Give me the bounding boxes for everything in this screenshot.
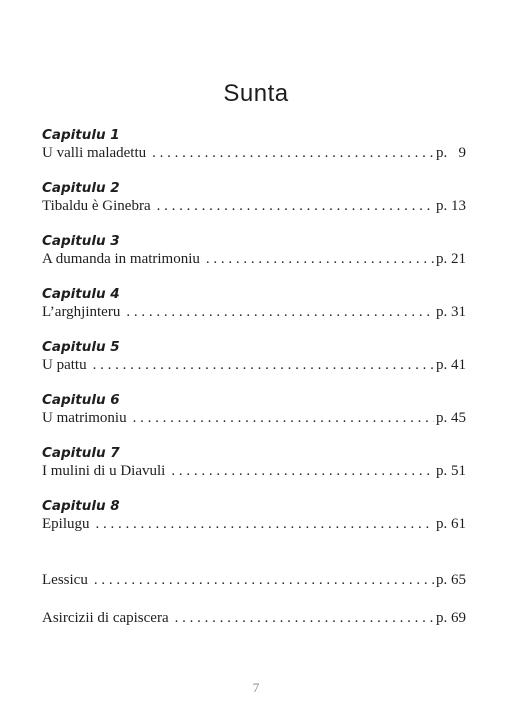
dot-leader bbox=[96, 515, 435, 534]
page-reference: p. 9 bbox=[436, 145, 466, 161]
chapter-label: Capitulu 3 bbox=[42, 233, 120, 249]
chapter-list bbox=[42, 126, 466, 550]
chapter-label: Capitulu 5 bbox=[42, 339, 120, 355]
chapter-label: Capitulu 7 bbox=[42, 445, 120, 461]
dot-leader bbox=[152, 144, 434, 163]
chapter-title-line bbox=[42, 515, 466, 534]
chapter-title: U matrimoniu bbox=[42, 410, 127, 426]
page-reference: p. 65 bbox=[436, 572, 466, 588]
dot-leader bbox=[206, 250, 434, 269]
dot-leader bbox=[171, 462, 434, 481]
chapter-title: Tibaldu è Ginebra bbox=[42, 198, 151, 214]
chapter-entry bbox=[42, 391, 466, 444]
page-reference: p. 51 bbox=[436, 463, 466, 479]
chapter-title-line bbox=[42, 144, 466, 163]
page-reference: p. 41 bbox=[436, 357, 466, 373]
page-reference: p. 21 bbox=[436, 251, 466, 267]
chapter-label: Capitulu 1 bbox=[42, 127, 120, 143]
chapter-title-line bbox=[42, 462, 466, 481]
chapter-entry bbox=[42, 497, 466, 550]
chapter-label: Capitulu 2 bbox=[42, 180, 120, 196]
chapter-title: U pattu bbox=[42, 357, 87, 373]
page-reference: p. 61 bbox=[436, 516, 466, 532]
chapter-title-line bbox=[42, 303, 466, 322]
chapter-title: Epilugu bbox=[42, 516, 90, 532]
chapter-title-line bbox=[42, 197, 466, 216]
chapter-entry bbox=[42, 444, 466, 497]
dot-leader bbox=[175, 609, 434, 628]
appendix-entry bbox=[42, 571, 466, 609]
dot-leader bbox=[126, 303, 434, 322]
appendix-title: Lessicu bbox=[42, 572, 88, 588]
chapter-title-line bbox=[42, 409, 466, 428]
appendix-entry bbox=[42, 609, 466, 647]
chapter-title: L’arghjinteru bbox=[42, 304, 121, 320]
chapter-entry bbox=[42, 338, 466, 391]
page-reference: p. 31 bbox=[436, 304, 466, 320]
chapter-label: Capitulu 8 bbox=[42, 498, 120, 514]
chapter-title-line bbox=[42, 356, 466, 375]
chapter-entry bbox=[42, 285, 466, 338]
dot-leader bbox=[157, 197, 434, 216]
chapter-title: U valli maladettu bbox=[42, 145, 147, 161]
dot-leader bbox=[93, 356, 434, 375]
chapter-title: A dumanda in matrimoniu bbox=[42, 251, 200, 267]
chapter-entry bbox=[42, 126, 466, 179]
appendix-title: Asircizii di capiscera bbox=[42, 610, 169, 626]
chapter-label: Capitulu 4 bbox=[42, 286, 120, 302]
page-reference: p. 45 bbox=[436, 410, 466, 426]
chapter-title: I mulini di u Diavuli bbox=[42, 463, 166, 479]
page-reference: p. 69 bbox=[436, 610, 466, 626]
chapter-entry bbox=[42, 232, 466, 285]
page-title: Sunta bbox=[223, 80, 289, 107]
page-reference: p. 13 bbox=[436, 198, 466, 214]
dot-leader bbox=[94, 571, 434, 590]
page-number: 7 bbox=[252, 680, 260, 695]
chapter-entry bbox=[42, 179, 466, 232]
dot-leader bbox=[133, 409, 434, 428]
chapter-label: Capitulu 6 bbox=[42, 392, 120, 408]
chapter-title-line bbox=[42, 250, 466, 269]
appendix-list bbox=[42, 571, 466, 647]
